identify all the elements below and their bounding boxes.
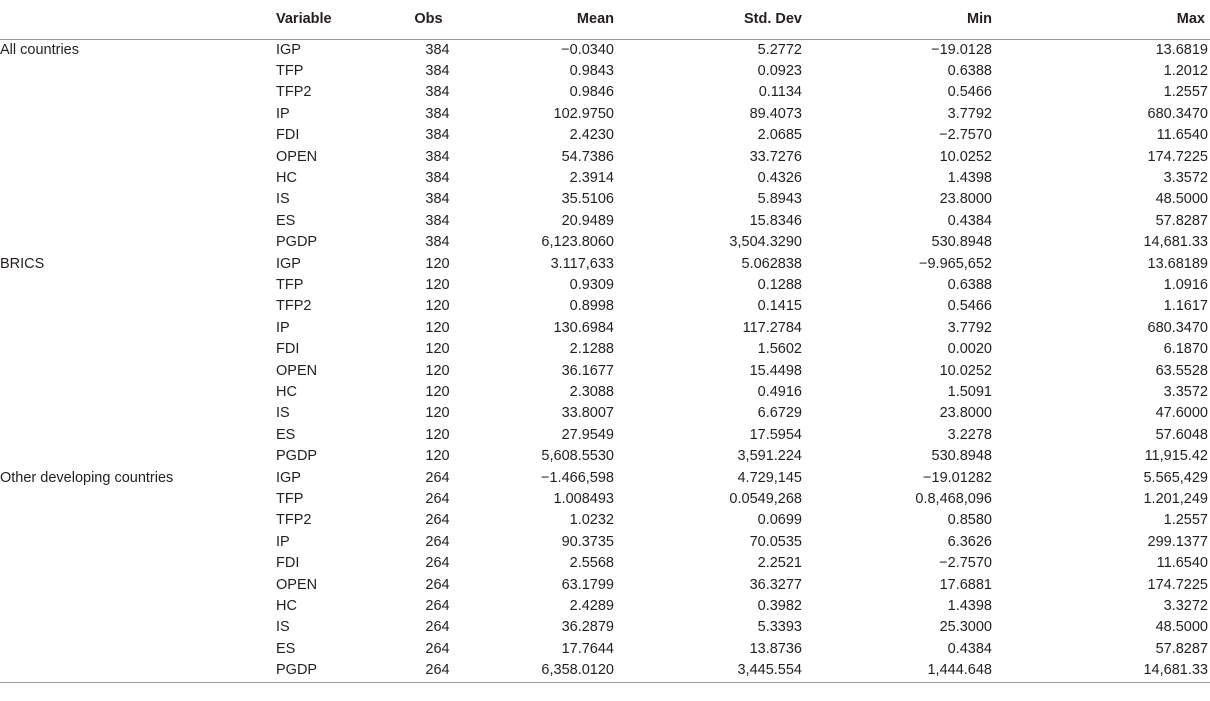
header-group [0,0,276,39]
cell-min: 1.4398 [947,169,992,186]
cell-max: 11.6540 [1156,555,1208,572]
cell-min: 1.5091 [947,384,992,400]
cell-obs: 120 [425,341,450,358]
cell-min: −19.01282 [923,469,992,486]
cell-variable: FDI [276,341,300,358]
table-row [0,532,1210,553]
cell-min: 0.4384 [947,640,992,657]
cell-min: 10.0252 [939,148,992,165]
cell-mean: 17.7644 [561,640,614,657]
cell-mean: 35.5106 [561,191,614,208]
cell-max: 1.201,249 [1143,491,1208,508]
table-row [0,468,1210,489]
cell-obs: 120 [425,298,450,315]
cell-max: 48.5000 [1155,191,1208,208]
cell-obs: 264 [425,619,450,636]
table-row [0,382,1210,403]
cell-obs: 264 [425,640,450,657]
group-spacer [0,617,276,638]
group-spacer [0,532,276,553]
cell-max: 11,915.42 [1144,448,1208,465]
cell-variable: HC [276,169,297,186]
cell-obs: 384 [425,169,450,186]
group-label: Other developing countries [0,469,174,486]
cell-variable: OPEN [276,576,318,593]
group-spacer [0,211,276,232]
cell-variable: HC [276,384,297,400]
table-row [0,617,1210,638]
cell-std-dev: 36.3277 [749,576,802,593]
cell-min: 0.4384 [947,212,992,229]
cell-max: 3.3572 [1163,169,1208,186]
cell-obs: 120 [425,362,450,379]
cell-variable: TFP [276,276,304,293]
cell-obs: 384 [425,105,450,122]
cell-variable: ES [276,426,296,443]
cell-mean: 1.0232 [569,512,614,529]
cell-std-dev: 33.7276 [749,148,802,165]
cell-variable: IP [276,105,290,122]
cell-mean: 33.8007 [561,405,614,422]
cell-min: 0.5466 [947,298,992,315]
cell-max: 6.1870 [1163,341,1208,358]
cell-variable: FDI [276,555,300,572]
cell-min: 0.0020 [947,341,992,358]
group-spacer [0,382,276,403]
cell-max: 47.6000 [1155,405,1208,422]
header-obs: Obs [396,0,461,39]
cell-std-dev: 5.3393 [757,619,802,636]
group-spacer [0,596,276,617]
cell-std-dev: 0.4326 [757,169,802,186]
cell-obs: 384 [425,191,450,208]
cell-variable: PGDP [276,448,318,465]
cell-std-dev: 0.4916 [757,384,802,400]
group-spacer [0,489,276,510]
cell-std-dev: 4.729,145 [737,469,802,486]
cell-mean: 2.3914 [569,169,614,186]
cell-std-dev: 3,445.554 [634,660,820,682]
cell-std-dev: 0.0699 [757,512,802,529]
group-spacer [0,425,276,446]
cell-min: 23.8000 [939,191,992,208]
cell-max: 299.1377 [1147,533,1208,550]
cell-std-dev: 70.0535 [749,533,802,550]
cell-std-dev: 0.0549,268 [729,491,802,508]
group-spacer [0,125,276,146]
cell-std-dev: 1.5602 [757,341,802,358]
cell-max: 3.3272 [1163,598,1208,615]
cell-max: 174.7225 [1147,148,1208,165]
cell-std-dev: 5.2772 [757,41,802,58]
cell-max: 14,681.33 [1143,234,1208,251]
table-row [0,318,1210,339]
cell-variable: ES [276,640,296,657]
table-row [0,254,1210,275]
cell-min: 0.8580 [947,512,992,529]
table-row [0,104,1210,125]
cell-variable: IGP [276,469,301,486]
cell-min: 6.3626 [947,533,992,550]
cell-variable: OPEN [276,362,318,379]
cell-obs: 264 [425,533,450,550]
cell-mean: 0.9309 [569,276,614,293]
cell-max: 680.3470 [1147,319,1208,336]
group-label: BRICS [0,255,45,272]
cell-variable: TFP [276,491,304,508]
group-spacer [0,339,276,360]
cell-obs: 264 [425,555,450,572]
cell-max: 57.6048 [1155,426,1208,443]
cell-max: 14,681.33 [1014,660,1210,682]
group-label: All countries [0,41,79,58]
cell-std-dev: 2.0685 [757,127,802,144]
cell-max: 13.68189 [1147,255,1208,272]
cell-std-dev: 15.4498 [749,362,802,379]
table-row [0,61,1210,82]
table-row [0,575,1210,596]
group-spacer [0,446,276,467]
cell-min: −19.0128 [931,41,992,58]
group-spacer [0,275,276,296]
cell-mean: 27.9549 [561,426,614,443]
cell-max: 48.5000 [1155,619,1208,636]
cell-variable: IGP [276,41,301,58]
cell-variable: TFP [276,62,304,79]
table-row [0,211,1210,232]
cell-obs: 120 [425,384,450,400]
cell-variable: IS [276,191,290,208]
cell-std-dev: 0.0923 [757,62,802,79]
cell-mean: 2.3088 [569,384,614,400]
cell-max: 11.6540 [1156,127,1208,144]
cell-obs: 384 [425,41,450,58]
cell-std-dev: 2.2521 [757,555,802,572]
group-spacer [0,639,276,660]
cell-std-dev: 89.4073 [749,105,802,122]
cell-std-dev: 5.062838 [741,255,802,272]
cell-variable: IS [276,619,290,636]
cell-min: 0.5466 [947,84,992,101]
cell-min: −2.7570 [939,127,992,144]
cell-mean: 6,123.8060 [541,234,614,251]
cell-std-dev: 15.8346 [749,212,802,229]
cell-mean: 63.1799 [561,576,614,593]
cell-obs: 384 [425,127,450,144]
cell-std-dev: 6.6729 [757,405,802,422]
cell-mean: 130.6984 [553,319,614,336]
cell-variable: PGDP [276,234,318,251]
group-spacer [0,361,276,382]
cell-min: 17.6881 [939,576,992,593]
cell-std-dev: 117.2784 [742,319,802,336]
cell-variable: TFP2 [276,84,312,101]
cell-obs: 120 [425,319,450,336]
cell-variable: TFP2 [276,298,312,315]
cell-min: 0.8,468,096 [915,491,992,508]
group-spacer [0,104,276,125]
cell-min: 23.8000 [939,405,992,422]
table-row [0,553,1210,574]
cell-min: −2.7570 [939,555,992,572]
cell-min: 3.2278 [947,426,992,443]
cell-std-dev: 0.1415 [757,298,802,315]
cell-obs: 264 [425,491,450,508]
cell-max: 1.1617 [1163,298,1208,315]
cell-obs: 120 [425,276,450,293]
cell-obs: 264 [425,469,450,486]
table-row [0,82,1210,103]
table-row [0,403,1210,424]
cell-obs: 264 [425,598,450,615]
cell-obs: 120 [425,405,450,422]
cell-mean: 2.4230 [569,127,614,144]
cell-mean: 20.9489 [561,212,614,229]
group-spacer [0,61,276,82]
group-spacer [0,82,276,103]
cell-variable: PGDP [276,660,396,682]
cell-mean: 36.2879 [561,619,614,636]
group-spacer [0,575,276,596]
cell-min: 10.0252 [939,362,992,379]
cell-mean: 0.8998 [569,298,614,315]
cell-max: 57.8287 [1155,212,1208,229]
cell-obs: 120 [425,255,450,272]
cell-variable: TFP2 [276,512,312,529]
table-row [0,639,1210,660]
table-row [0,596,1210,617]
cell-max: 174.7225 [1147,576,1208,593]
table-row [0,232,1210,253]
cell-obs: 120 [425,448,450,465]
cell-min: 3.7792 [947,105,992,122]
table-row [0,446,1210,467]
cell-mean: 1.008493 [553,491,614,508]
cell-min: 1.4398 [947,598,992,615]
table-header [0,0,1210,39]
header-variable: Variable [276,0,396,39]
cell-mean: 2.1288 [569,341,614,358]
header-row [0,0,1210,39]
table-row [0,147,1210,168]
cell-obs: 384 [425,84,450,101]
group-spacer [0,403,276,424]
cell-std-dev: 5.8943 [757,191,802,208]
cell-std-dev: 17.5954 [749,426,802,443]
cell-mean: 2.5568 [569,555,614,572]
header-min: Min [820,0,1014,39]
cell-max: 1.0916 [1163,276,1208,293]
cell-variable: IS [276,405,290,422]
cell-variable: IP [276,319,290,336]
cell-obs: 264 [425,576,450,593]
cell-min: 3.7792 [947,319,992,336]
cell-max: 57.8287 [1155,640,1208,657]
cell-std-dev: 0.1288 [757,276,802,293]
group-spacer [0,189,276,210]
cell-mean: −1.466,598 [541,469,614,486]
cell-std-dev: 0.3982 [757,598,802,615]
table-row [0,339,1210,360]
table-row [0,660,1210,682]
cell-min: 25.3000 [939,619,992,636]
cell-variable: IGP [276,255,301,272]
cell-mean: 6,358.0120 [461,660,634,682]
cell-mean: −0.0340 [561,41,614,58]
table-row [0,125,1210,146]
cell-variable: OPEN [276,148,318,165]
cell-min: 0.6388 [947,62,992,79]
table-row [0,275,1210,296]
cell-obs: 120 [425,426,450,443]
cell-mean: 0.9846 [569,84,614,101]
group-spacer [0,660,276,682]
group-spacer [0,296,276,317]
cell-obs: 264 [396,660,461,682]
group-spacer [0,147,276,168]
group-spacer [0,510,276,531]
table-row [0,189,1210,210]
cell-mean: 2.4289 [569,598,614,615]
cell-max: 1.2557 [1163,512,1208,529]
header-max: Max [1014,0,1210,39]
cell-obs: 384 [425,212,450,229]
cell-std-dev: 3,591.224 [737,448,802,465]
cell-mean: 90.3735 [561,533,614,550]
cell-min: 530.8948 [931,448,992,465]
cell-mean: 54.7386 [561,148,614,165]
cell-min: 1,444.648 [820,660,1014,682]
cell-max: 680.3470 [1147,105,1208,122]
cell-mean: 0.9843 [569,62,614,79]
cell-mean: 102.9750 [553,105,614,122]
table-row [0,510,1210,531]
table-row [0,361,1210,382]
table-row [0,39,1210,61]
cell-std-dev: 0.1134 [758,84,802,101]
cell-obs: 384 [425,148,450,165]
cell-obs: 384 [425,62,450,79]
cell-max: 1.2557 [1163,84,1208,101]
cell-mean: 36.1677 [561,362,614,379]
table-row [0,296,1210,317]
cell-std-dev: 13.8736 [749,640,802,657]
group-spacer [0,168,276,189]
group-spacer [0,232,276,253]
cell-std-dev: 3,504.3290 [729,234,802,251]
cell-max: 3.3572 [1163,384,1208,400]
group-spacer [0,553,276,574]
cell-mean: 5,608.5530 [541,448,614,465]
cell-max: 5.565,429 [1143,469,1208,486]
cell-variable: ES [276,212,296,229]
cell-min: 0.6388 [947,276,992,293]
cell-obs: 264 [425,512,450,529]
table-row [0,489,1210,510]
header-std-dev: Std. Dev [634,0,820,39]
table-body [0,39,1210,682]
header-mean: Mean [461,0,634,39]
table-row [0,425,1210,446]
cell-variable: HC [276,598,297,615]
cell-variable: FDI [276,127,300,144]
group-spacer [0,318,276,339]
cell-min: −9.965,652 [919,255,992,272]
cell-min: 530.8948 [931,234,992,251]
cell-obs: 384 [425,234,450,251]
cell-variable: IP [276,533,290,550]
cell-max: 1.2012 [1163,62,1208,79]
cell-max: 13.6819 [1155,41,1208,58]
table-row [0,168,1210,189]
cell-max: 63.5528 [1155,362,1208,379]
cell-mean: 3.117,633 [550,255,614,272]
